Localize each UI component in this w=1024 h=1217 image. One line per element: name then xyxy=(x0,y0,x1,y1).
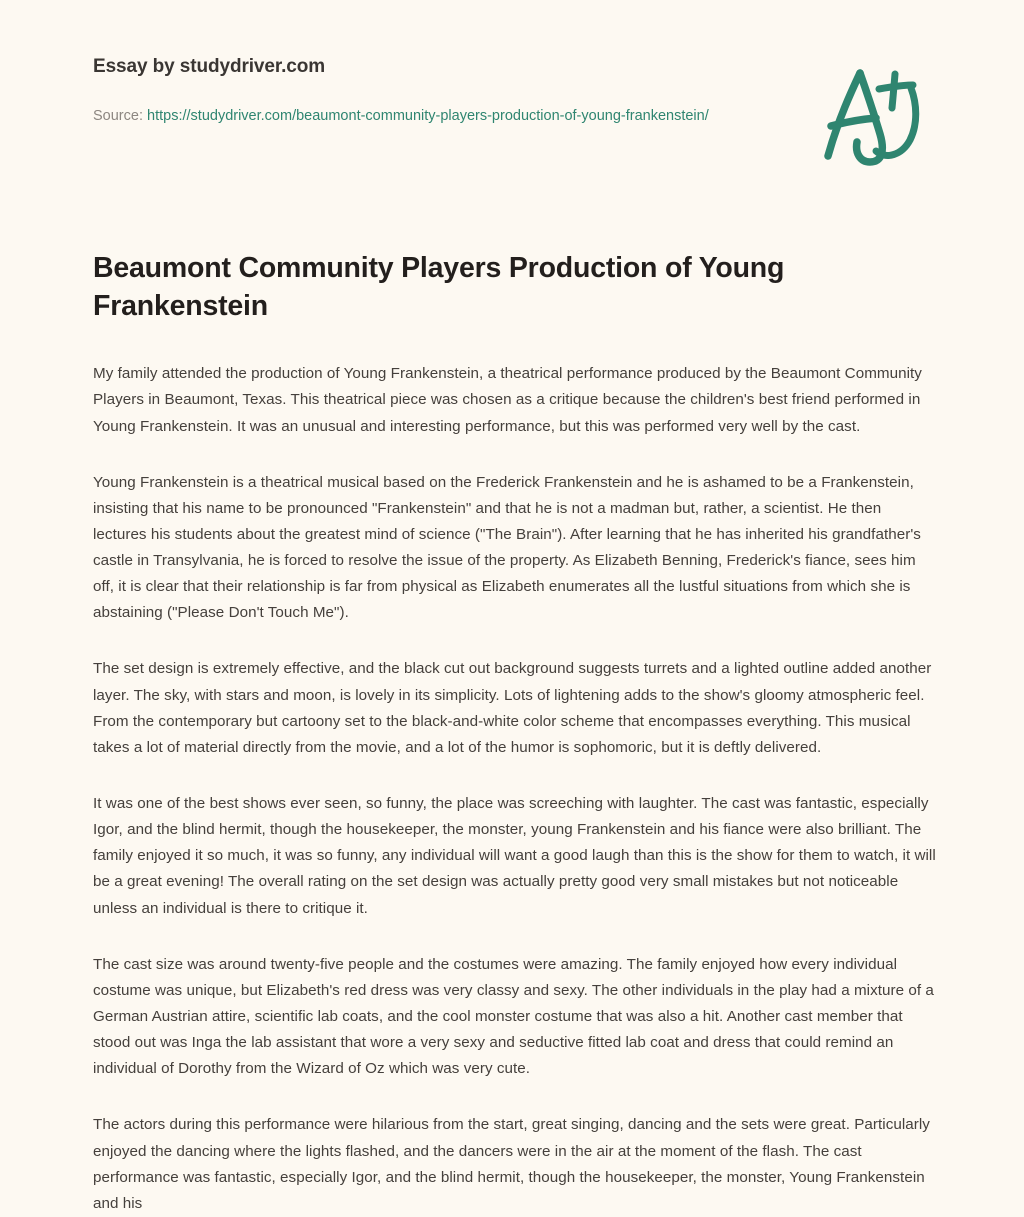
essay-byline: Essay by studydriver.com xyxy=(93,56,326,77)
article-body xyxy=(93,361,938,1217)
source-label: Source: xyxy=(93,107,143,124)
source-url-link[interactable]: https://studydriver.com/beaumont-community-players-production-of-young-frankenstein/ xyxy=(147,107,709,124)
header-text-column xyxy=(93,55,733,130)
article-title: Beaumont Community Players Production of Young Frankenstein xyxy=(93,252,785,322)
article-paragraph: Young Frankenstein is a theatrical musical based on the Frederick Frankenstein and he is ashamed to be a Frankenstein, insisting that his name to be pronounced "Frankenstein" and that he is not a madman but, rather, a scientist. He then lectures his students about the greatest mind of science ("The Brain"). After learning that he has inherited his grandfather's castle in Transylvania, he is forced to resolve the issue of the property. As Elizabeth Benning, Frederick's fiance, sees him off, it is clear that their relationship is far from physical as Elizabeth enumerates all the lustful situations from which she is abstaining ("Please Don't Touch Me"). xyxy=(93,473,921,622)
a-plus-logo xyxy=(812,52,930,174)
source-line xyxy=(93,102,733,130)
document-header xyxy=(0,0,1024,230)
a-plus-logo-icon xyxy=(812,52,930,174)
article xyxy=(93,250,938,1217)
article-paragraph: It was one of the best shows ever seen, so funny, the place was screeching with laughter. The cast was fantastic, especially Igor, and the blind hermit, though the housekeeper, the monster, young Frankenstein and his fiance were also brilliant. The family enjoyed it so much, it was so funny, any individual will want a good laugh than this is the show for them to watch, it will be a great evening! The overall rating on the set design was actually pretty good very small mistakes but not noticeable unless an individual is there to critique it. xyxy=(93,795,936,917)
article-paragraph: The actors during this performance were hilarious from the start, great singing, dancing and the sets were great. Particularly enjoyed the dancing where the lights flashed, and the dancers were in the air at the moment of the flash. The cast performance was fantastic, especially Igor, and the blind hermit, though the housekeeper, the monster, Young Frankenstein and his xyxy=(93,1116,930,1212)
article-paragraph: The set design is extremely effective, and the black cut out background suggests turrets and a lighted outline added another layer. The sky, with stars and moon, is lovely in its simplicity. Lots of lightening adds to the show's gloomy atmospheric feel. From the contemporary but cartoony set to the black-and-white color scheme that encompasses everything. This musical takes a lot of material directly from the movie, and a lot of the humor is sophomoric, but it is deftly delivered. xyxy=(93,660,932,756)
article-paragraph: The cast size was around twenty-five people and the costumes were amazing. The family enjoyed how every individual costume was unique, but Elizabeth's red dress was very classy and sexy. The other individuals in the play had a mixture of a German Austrian attire, scientific lab coats, and the cool monster costume that was also a hit. Another cast member that stood out was Inga the lab assistant that wore a very sexy and seductive fitted lab coat and dress that could remind an individual of Dorothy from the Wizard of Oz which was very cute. xyxy=(93,955,934,1078)
article-paragraph: My family attended the production of Young Frankenstein, a theatrical performance produced by the Beaumont Community Players in Beaumont, Texas. This theatrical piece was chosen as a critique because the children's best friend performed in Young Frankenstein. It was an unusual and interesting performance, but this was performed very well by the cast. xyxy=(93,365,922,435)
